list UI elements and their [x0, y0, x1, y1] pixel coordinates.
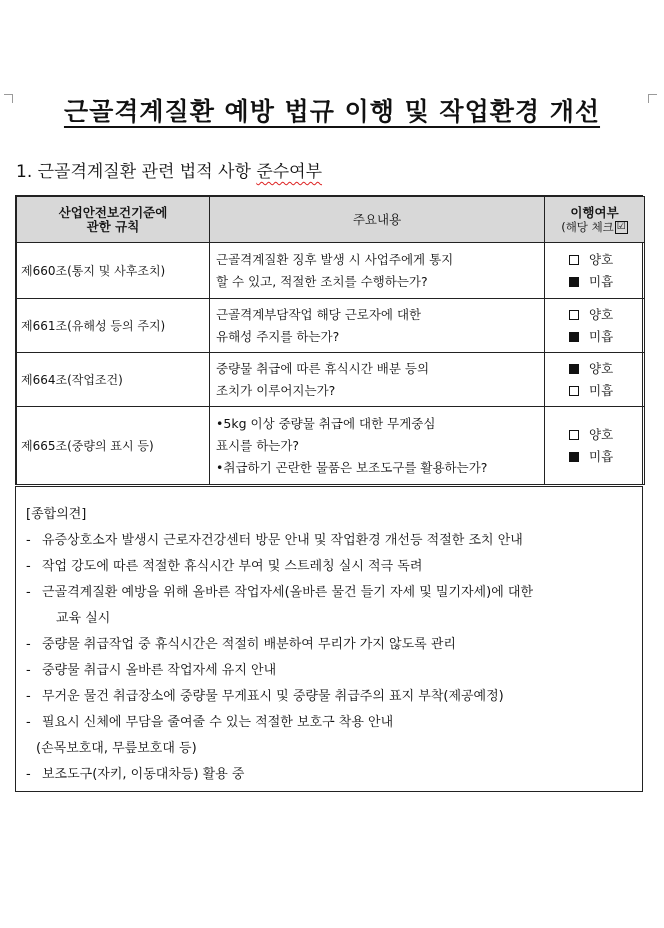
section-heading-text: 1. 근골격계질환 관련 법적 사항 준수여부	[16, 162, 323, 182]
header-compliance: 이행여부 (해당 체크 ☑	[545, 197, 645, 243]
dash-bullet: -	[26, 663, 31, 678]
content-line: 표시를 하는가?	[216, 437, 300, 453]
opinion-line: - 중량물 취급시 올바른 작업자세 유지 안내	[26, 658, 638, 684]
checked-box-icon[interactable]	[569, 452, 579, 462]
table-row	[17, 299, 645, 353]
status-cell	[545, 407, 645, 485]
opinion-line: - 근골격계질환 예방을 위해 올바른 작업자세(올바른 물건 들기 자세 및 밀기자세)에 대한	[26, 580, 638, 606]
header-regulation: 산업안전보건기준에 관한 규칙	[17, 197, 210, 243]
opinion-line: - 무거운 물건 취급장소에 중량물 무게표시 및 중량물 취급주의 표지 부착(제공예정)	[26, 684, 638, 710]
opinion-line: - 보조도구(자키, 이동대차등) 활용 중	[26, 762, 638, 788]
content-line: 근골격계질환 징후 발생 시 사업주에게 통지	[216, 251, 454, 267]
status-cell	[545, 353, 645, 407]
table-row	[17, 243, 645, 299]
content-line: •5kg 이상 중량물 취급에 대한 무게중심	[216, 415, 436, 431]
opinion-line: - 작업 강도에 따른 적절한 휴식시간 부여 및 스트레칭 실시 적극 독려	[26, 554, 638, 580]
checkbox-icon: ☑	[615, 221, 628, 234]
status-option-good	[569, 358, 643, 380]
unchecked-box-icon[interactable]	[569, 386, 579, 396]
status-label: 양호	[589, 360, 614, 376]
opinion-line: 교육 실시	[56, 611, 111, 626]
header-content: 주요내용	[210, 197, 545, 243]
overall-opinion-box	[15, 486, 643, 792]
status-cell	[545, 243, 645, 299]
status-option-bad	[569, 271, 643, 293]
status-cell	[545, 299, 645, 353]
dash-bullet: -	[26, 533, 31, 548]
status-option-good	[569, 424, 643, 446]
section-heading	[16, 157, 322, 182]
checked-box-icon[interactable]	[569, 277, 579, 287]
content-cell	[210, 243, 545, 299]
table-row	[17, 353, 645, 407]
status-label: 양호	[589, 251, 614, 267]
checked-box-icon[interactable]	[569, 364, 579, 374]
dash-bullet: -	[26, 767, 31, 782]
dash-bullet: -	[26, 715, 31, 730]
dash-bullet: -	[26, 689, 31, 704]
status-option-good	[569, 249, 643, 271]
content-cell	[210, 353, 545, 407]
regulation-cell: 제660조(통지 및 사후조치)	[17, 243, 210, 299]
regulation-cell: 제661조(유해성 등의 주지)	[17, 299, 210, 353]
status-label: 양호	[589, 306, 614, 322]
opinion-title: [종합의견]	[26, 507, 87, 522]
opinion-list	[26, 528, 638, 788]
status-option-bad	[569, 380, 643, 402]
opinion-line: (손목보호대, 무릎보호대 등)	[36, 741, 197, 756]
table-body	[17, 243, 645, 485]
dash-bullet: -	[26, 585, 31, 600]
status-label: 미흡	[589, 382, 614, 398]
content-line: •취급하기 곤란한 물품은 보조도구를 활용하는가?	[216, 459, 488, 475]
status-label: 미흡	[589, 448, 614, 464]
compliance-table	[15, 195, 643, 485]
opinion-line: - 중량물 취급작업 중 휴식시간은 적절히 배분하여 무리가 가지 않도록 관리	[26, 632, 638, 658]
content-line: 유해성 주지를 하는가?	[216, 328, 340, 344]
dash-bullet: -	[26, 637, 31, 652]
unchecked-box-icon[interactable]	[569, 430, 579, 440]
content-line: 근골격계부담작업 해당 근로자에 대한	[216, 306, 422, 322]
unchecked-box-icon[interactable]	[569, 255, 579, 265]
table-row	[17, 407, 645, 485]
unchecked-box-icon[interactable]	[569, 310, 579, 320]
content-cell	[210, 299, 545, 353]
opinion-line: - 필요시 신체에 무담을 줄여줄 수 있는 적절한 보호구 착용 안내	[26, 710, 638, 736]
document-title: 근골격계질환 예방 법규 이행 및 작업환경 개선	[63, 97, 601, 126]
status-option-bad	[569, 326, 643, 348]
opinion-line: - 유증상호소자 발생시 근로자건강센터 방문 안내 및 작업환경 개선등 적절한 조치 안내	[26, 528, 638, 554]
checked-box-icon[interactable]	[569, 332, 579, 342]
content-line: 할 수 있고, 적절한 조치를 수행하는가?	[216, 273, 428, 289]
regulation-cell: 제664조(작업조건)	[17, 353, 210, 407]
status-label: 미흡	[589, 328, 614, 344]
status-option-bad	[569, 446, 643, 468]
status-option-good	[569, 304, 643, 326]
status-label: 양호	[589, 426, 614, 442]
content-line: 조치가 이루어지는가?	[216, 382, 336, 398]
dash-bullet: -	[26, 559, 31, 574]
status-label: 미흡	[589, 273, 614, 289]
regulation-cell: 제665조(중량의 표시 등)	[17, 407, 210, 485]
content-cell	[210, 407, 545, 485]
content-line: 중량물 취급에 따른 휴식시간 배분 등의	[216, 360, 430, 376]
